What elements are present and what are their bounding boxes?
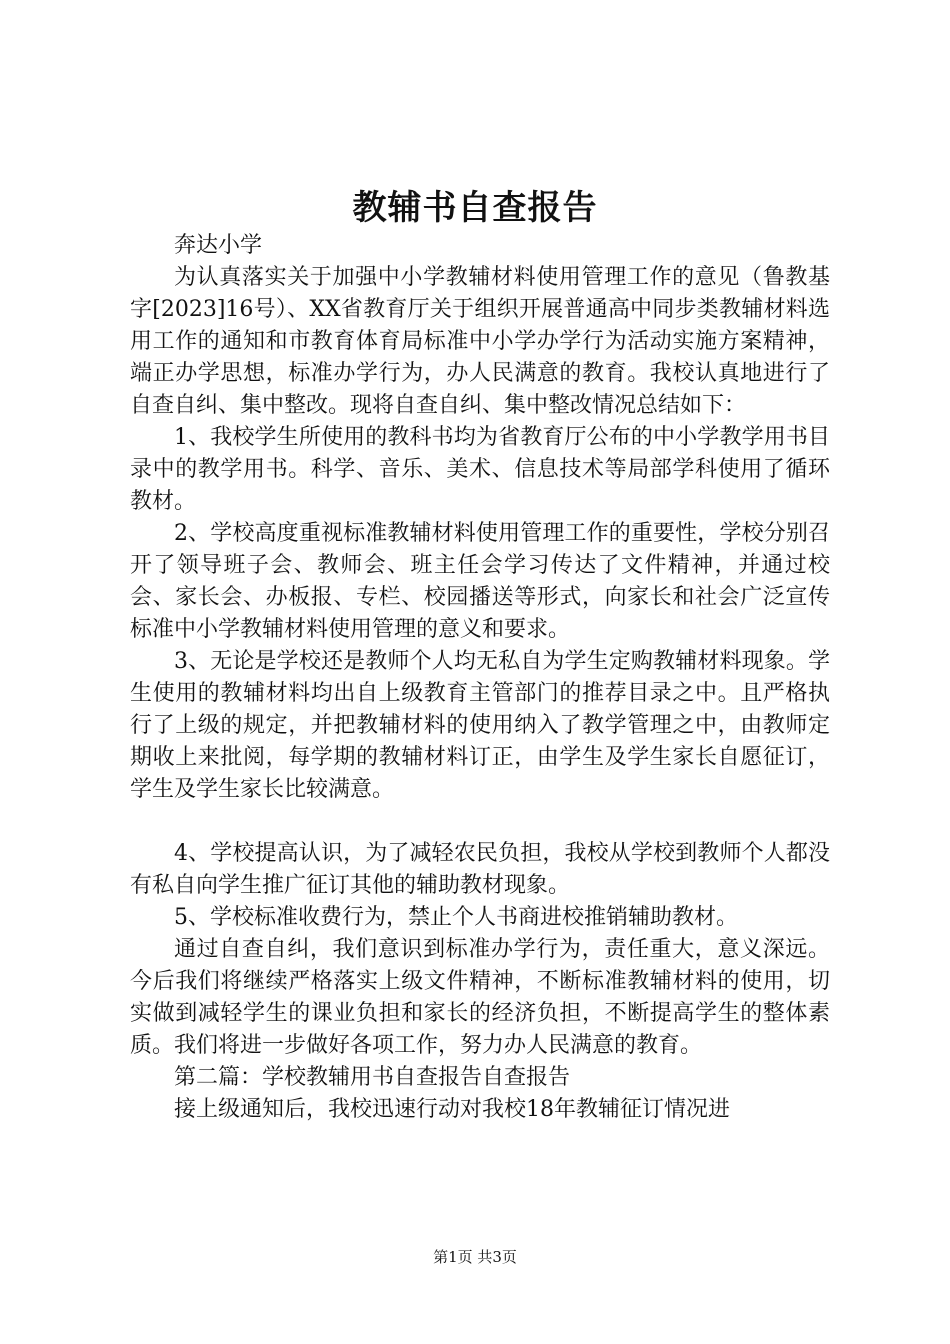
document-body xyxy=(130,230,830,1126)
page-footer: 第1页 共3页 xyxy=(433,1248,517,1266)
item-4-paragraph: 4、学校提高认识，为了减轻农民负担，我校从学校到教师个人都没有私自向学生推广征订其他的辅助教材现象。 xyxy=(130,841,830,898)
second-part-heading: 第二篇：学校教辅用书自查报告自查报告 xyxy=(174,1065,571,1090)
intro-paragraph: 为认真落实关于加强中小学教辅材料使用管理工作的意见（鲁教基字[2023]16号）、XX省教育厅关于组织开展普通高中同步类教辅材料选用工作的通知和市教育体育局标准中小学办学行为活动实施方案精神，端正办学思想，标准办学行为，办人民满意的教育。我校认真地进行了自查自纠、集中整改。现将自查自纠、集中整改情况总结如下： xyxy=(130,265,830,418)
school-name: 奔达小学 xyxy=(174,233,263,258)
item-5-paragraph: 5、学校标准收费行为，禁止个人书商进校推销辅助教材。 xyxy=(174,905,738,930)
second-part-paragraph: 接上级通知后，我校迅速行动对我校18年教辅征订情况进 xyxy=(174,1097,730,1122)
item-2-paragraph: 2、学校高度重视标准教辅材料使用管理工作的重要性，学校分别召开了领导班子会、教师会、班主任会学习传达了文件精神，并通过校会、家长会、办板报、专栏、校园播送等形式，向家长和社会广泛宣传标准中小学教辅材料使用管理的意义和要求。 xyxy=(130,521,830,642)
item-3-paragraph: 3、无论是学校还是教师个人均无私自为学生定购教辅材料现象。学生使用的教辅材料均出自上级教育主管部门的推荐目录之中。且严格执行了上级的规定，并把教辅材料的使用纳入了教学管理之中，由教师定期收上来批阅，每学期的教辅材料订正，由学生及学生家长自愿征订，学生及学生家长比较满意。 xyxy=(130,649,830,802)
item-1-paragraph: 1、我校学生所使用的教科书均为省教育厅公布的中小学教学用书目录中的教学用书。科学、音乐、美术、信息技术等局部学科使用了循环教材。 xyxy=(130,425,830,514)
document-title: 教辅书自查报告 xyxy=(352,188,598,228)
conclusion-paragraph: 通过自查自纠，我们意识到标准办学行为，责任重大，意义深远。今后我们将继续严格落实上级文件精神，不断标准教辅材料的使用，切实做到减轻学生的课业负担和家长的经济负担，不断提高学生的整体素质。我们将进一步做好各项工作，努力办人民满意的教育。 xyxy=(130,937,830,1058)
